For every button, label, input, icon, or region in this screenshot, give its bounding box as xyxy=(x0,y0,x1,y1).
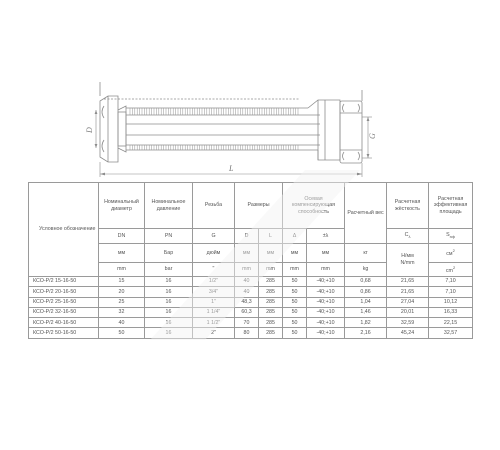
header-area-symbol: $S_{эф}$ xyxy=(429,229,473,244)
unit-thread-ru: дюйм xyxy=(193,244,235,263)
unit-d-ru: мм xyxy=(235,244,259,263)
unit-pn-ru: Бар xyxy=(145,244,193,263)
header-area-title: Расчетная эффективная площадь xyxy=(429,183,473,229)
header-l-symbol: L xyxy=(259,229,283,244)
compensator-drawing xyxy=(0,0,500,180)
header-designation: Условное обозначение xyxy=(29,183,99,277)
cell-area: 7,10 xyxy=(429,277,473,287)
unit-weight-ru: кг xyxy=(345,244,387,263)
cell-area: 16,33 xyxy=(429,307,473,317)
table-row xyxy=(29,297,473,307)
header-thread-title: Резьба xyxy=(193,183,235,229)
cell-l: 285 xyxy=(259,297,283,307)
cell-pn: 16 xyxy=(145,318,193,328)
cell-d: 70 xyxy=(235,318,259,328)
cell-weight: 1,04 xyxy=(345,297,387,307)
header-stiffness-title: Расчетная жёсткость xyxy=(387,183,429,229)
cell-d: 40 xyxy=(235,287,259,297)
cell-l: 285 xyxy=(259,287,283,297)
unit-area-ru: $см^2$ xyxy=(429,244,473,263)
table-row xyxy=(29,287,473,297)
cell-g: 2" xyxy=(193,328,235,338)
cell-g: 1/2" xyxy=(193,277,235,287)
cell-lambda: -40;+10 xyxy=(307,297,345,307)
header-thread-symbol: G xyxy=(193,229,235,244)
unit-delta-en: mm xyxy=(283,263,307,277)
table-row xyxy=(29,318,473,328)
header-dn-symbol: DN xyxy=(99,229,145,244)
cell-pn: 16 xyxy=(145,307,193,317)
table-row xyxy=(29,307,473,317)
cell-stiff: 21,65 xyxy=(387,287,429,297)
header-stiffness-symbol: $C_\lambda$ xyxy=(387,229,429,244)
cell-l: 285 xyxy=(259,307,283,317)
cell-delta: 50 xyxy=(283,297,307,307)
header-delta-symbol: Δ xyxy=(283,229,307,244)
cell-d: 80 xyxy=(235,328,259,338)
cell-delta: 50 xyxy=(283,318,307,328)
cell-model: КСО-Р/2 40-16-50 xyxy=(29,318,99,328)
cell-weight: 1,46 xyxy=(345,307,387,317)
unit-lambda-en: mm xyxy=(307,263,345,277)
cell-dn: 20 xyxy=(99,287,145,297)
header-lambda-symbol: ±λ xyxy=(307,229,345,244)
header-dn-title: Номинальный диаметр xyxy=(99,183,145,229)
cell-lambda: -40;+10 xyxy=(307,307,345,317)
header-d-symbol: D xyxy=(235,229,259,244)
table-row xyxy=(29,328,473,338)
cell-dn: 40 xyxy=(99,318,145,328)
unit-l-ru: мм xyxy=(259,244,283,263)
dimension-label-d: D xyxy=(85,127,94,133)
cell-lambda: -40;+10 xyxy=(307,287,345,297)
cell-lambda: -40;+10 xyxy=(307,328,345,338)
cell-g: 1 1/2" xyxy=(193,318,235,328)
dimension-label-l: L xyxy=(229,164,234,173)
cell-g: 1" xyxy=(193,297,235,307)
cell-lambda: -40;+10 xyxy=(307,277,345,287)
cell-dn: 15 xyxy=(99,277,145,287)
unit-dn-ru: мм xyxy=(99,244,145,263)
cell-l: 285 xyxy=(259,277,283,287)
cell-dn: 32 xyxy=(99,307,145,317)
cell-g: 3/4" xyxy=(193,287,235,297)
cell-delta: 50 xyxy=(283,307,307,317)
cell-l: 285 xyxy=(259,318,283,328)
cell-model: КСО-Р/2 50-16-50 xyxy=(29,328,99,338)
unit-lambda-ru: мм xyxy=(307,244,345,263)
unit-dn-en: mm xyxy=(99,263,145,277)
cell-stiff: 27,04 xyxy=(387,297,429,307)
unit-delta-ru: мм xyxy=(283,244,307,263)
bellows-corrugation xyxy=(130,108,298,150)
right-fitting xyxy=(308,100,362,163)
cell-pn: 16 xyxy=(145,287,193,297)
header-pn-title: Номинальное давление xyxy=(145,183,193,229)
dimension-label-g: G xyxy=(368,133,377,139)
cell-area: 22,15 xyxy=(429,318,473,328)
cell-area: 32,57 xyxy=(429,328,473,338)
cell-weight: 0,68 xyxy=(345,277,387,287)
cell-lambda: -40;+10 xyxy=(307,318,345,328)
unit-l-en: mm xyxy=(259,263,283,277)
unit-pn-en: bar xyxy=(145,263,193,277)
left-fitting xyxy=(100,96,126,162)
header-sizes-title: Размеры xyxy=(235,183,283,229)
cell-pn: 16 xyxy=(145,297,193,307)
cell-d: 48,3 xyxy=(235,297,259,307)
cell-model: КСО-Р/2 15-16-50 xyxy=(29,277,99,287)
cell-model: КСО-Р/2 32-16-50 xyxy=(29,307,99,317)
cell-weight: 1,82 xyxy=(345,318,387,328)
cell-dn: 25 xyxy=(99,297,145,307)
cell-pn: 16 xyxy=(145,277,193,287)
cell-model: КСО-Р/2 25-16-50 xyxy=(29,297,99,307)
unit-area-en: $cm^2$ xyxy=(429,263,473,277)
cell-d: 40 xyxy=(235,277,259,287)
cell-l: 285 xyxy=(259,328,283,338)
cell-stiff: 32,59 xyxy=(387,318,429,328)
cell-g: 1 1/4" xyxy=(193,307,235,317)
cell-area: 7,10 xyxy=(429,287,473,297)
table-row xyxy=(29,277,473,287)
cell-dn: 50 xyxy=(99,328,145,338)
specification-table xyxy=(28,182,473,339)
unit-weight-en: kg xyxy=(345,263,387,277)
cell-area: 10,12 xyxy=(429,297,473,307)
cell-stiff: 20,01 xyxy=(387,307,429,317)
cell-delta: 50 xyxy=(283,277,307,287)
specification-rows xyxy=(29,277,473,339)
cell-stiff: 45,24 xyxy=(387,328,429,338)
cell-delta: 50 xyxy=(283,328,307,338)
unit-stiffness: Н/мм N/mm xyxy=(387,244,429,277)
unit-d-en: mm xyxy=(235,263,259,277)
cell-model: КСО-Р/2 20-16-50 xyxy=(29,287,99,297)
cell-pn: 16 xyxy=(145,328,193,338)
cell-d: 60,3 xyxy=(235,307,259,317)
cell-weight: 2,16 xyxy=(345,328,387,338)
unit-thread-en: " xyxy=(193,263,235,277)
cell-weight: 0,86 xyxy=(345,287,387,297)
header-pn-symbol: PN xyxy=(145,229,193,244)
cell-stiff: 21,65 xyxy=(387,277,429,287)
header-weight-title: Расчетный вес xyxy=(345,183,387,244)
cell-delta: 50 xyxy=(283,287,307,297)
header-compensation-title: Осевая компенсирующая способность xyxy=(283,183,345,229)
